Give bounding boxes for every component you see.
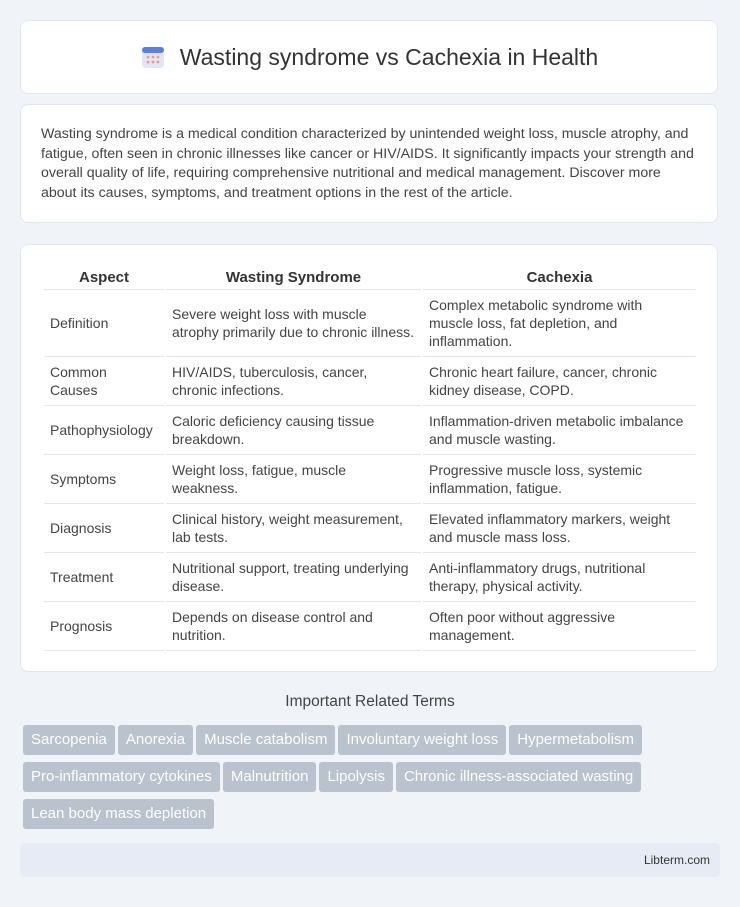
table-header-row: [44, 265, 696, 289]
table-row: [44, 289, 696, 356]
table-row: [44, 601, 696, 651]
footer-site-link[interactable]: Libterm.com: [643, 853, 710, 867]
cell-aspect: Diagnosis: [44, 503, 164, 552]
cell-wasting: Weight loss, fatigue, muscle weakness.: [166, 454, 421, 503]
cell-aspect: Prognosis: [44, 601, 164, 651]
cell-aspect: Definition: [44, 289, 164, 356]
cell-wasting: Caloric deficiency causing tissue breakdown.: [166, 405, 421, 454]
header-aspect: Aspect: [78, 268, 130, 286]
cell-aspect: Common Causes: [44, 356, 164, 405]
cell-cachexia: Complex metabolic syndrome with muscle loss, fat depletion, and inflammation.: [423, 289, 696, 356]
cell-wasting: Nutritional support, treating underlying disease.: [166, 552, 421, 601]
cell-cachexia: Elevated inflammatory markers, weight and muscle mass loss.: [423, 503, 696, 552]
header-wasting-syndrome: Wasting Syndrome: [225, 268, 362, 286]
related-terms-list: [23, 725, 713, 836]
cell-wasting: HIV/AIDS, tuberculosis, cancer, chronic infections.: [166, 356, 421, 405]
term-tag[interactable]: Lean body mass depletion: [23, 799, 214, 829]
term-tag[interactable]: Hypermetabolism: [509, 725, 642, 755]
cell-cachexia: Progressive muscle loss, systemic inflammation, fatigue.: [423, 454, 696, 503]
cell-wasting: Clinical history, weight measurement, lab tests.: [166, 503, 421, 552]
table-row: [44, 356, 696, 405]
cell-cachexia: Inflammation-driven metabolic imbalance and muscle wasting.: [423, 405, 696, 454]
table-row: [44, 405, 696, 454]
footer: [20, 843, 720, 877]
cell-aspect: Treatment: [44, 552, 164, 601]
cell-aspect: Symptoms: [44, 454, 164, 503]
related-terms-title: Important Related Terms: [285, 693, 455, 710]
term-tag[interactable]: Involuntary weight loss: [338, 725, 506, 755]
comparison-table: [42, 265, 698, 651]
term-tag[interactable]: Muscle catabolism: [196, 725, 335, 755]
cell-cachexia: Chronic heart failure, cancer, chronic kidney disease, COPD.: [423, 356, 696, 405]
calendar-icon: [140, 44, 166, 70]
table-row: [44, 454, 696, 503]
cell-aspect: Pathophysiology: [44, 405, 164, 454]
table-row: [44, 552, 696, 601]
cell-cachexia: Often poor without aggressive management.: [423, 601, 696, 651]
comparison-card: [20, 244, 718, 672]
cell-wasting: Severe weight loss with muscle atrophy primarily due to chronic illness.: [166, 289, 421, 356]
term-tag[interactable]: Chronic illness-associated wasting: [396, 762, 641, 792]
page-title: Wasting syndrome vs Cachexia in Health: [179, 43, 599, 70]
term-tag[interactable]: Lipolysis: [319, 762, 393, 792]
term-tag[interactable]: Pro-inflammatory cytokines: [23, 762, 220, 792]
cell-cachexia: Anti-inflammatory drugs, nutritional therapy, physical activity.: [423, 552, 696, 601]
term-tag[interactable]: Sarcopenia: [23, 725, 115, 755]
page-header: [20, 20, 718, 94]
term-tag[interactable]: Malnutrition: [223, 762, 317, 792]
term-tag[interactable]: Anorexia: [118, 725, 193, 755]
cell-wasting: Depends on disease control and nutrition.: [166, 601, 421, 651]
table-row: [44, 503, 696, 552]
intro-paragraph: Wasting syndrome is a medical condition characterized by unintended weight loss, muscle atrophy, and fatigue, often seen in chronic illnesses like cancer or HIV/AIDS. It significantly impacts your strength and overall quality of life, requiring comprehensive nutritional and medical management. Discover more about its causes, symptoms, and treatment options in the rest of the article.: [20, 104, 718, 223]
header-cachexia: Cachexia: [526, 268, 593, 286]
